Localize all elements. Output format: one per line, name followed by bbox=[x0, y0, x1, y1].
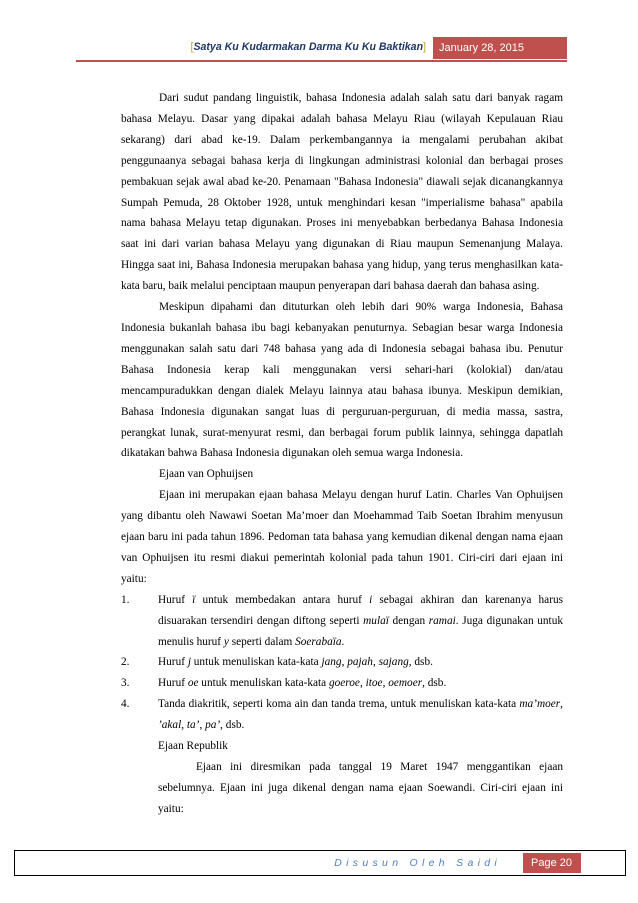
header-title-text: Satya Ku Kudarmakan Darma Ku Ku Baktikan bbox=[193, 41, 424, 53]
list-number: 2. bbox=[121, 656, 130, 669]
subheading-van-ophuijsen: Ejaan van Ophuijsen bbox=[159, 468, 254, 481]
header-bracket-open: [ bbox=[190, 41, 194, 53]
subheading-ejaan-republik: Ejaan Republik bbox=[158, 740, 228, 753]
page-header bbox=[0, 37, 638, 61]
list-number: 3. bbox=[121, 677, 130, 690]
page-footer bbox=[14, 850, 626, 876]
header-date: January 28, 2015 bbox=[433, 37, 567, 59]
footer-page-number: Page 20 bbox=[523, 853, 581, 873]
list-item: 3. Huruf oe untuk menuliskan kata-kata goeroe, itoe, oemoer, dsb. bbox=[121, 673, 563, 694]
paragraph-1: Dari sudut pandang linguistik, bahasa Indonesia adalah salah satu dari banyak ragam bahasa Melayu. Dasar yang dipakai adalah bahasa Melayu Riau (wilayah Kepulauan Riau sekarang) dari abad ke-19. Dalam perkembangannya ia mengalami perubahan akibat penggunaanya sebagai bahasa kerja di lingkungan administrasi kolonial dan berbagai proses pembakuan sejak awal abad ke-20. Penamaan "Bahasa Indonesia" diawali sejak dicanangkannya Sumpah Pemuda, 28 Oktober 1928, untuk menghindari kesan "imperialisme bahasa" apabila nama bahasa Melayu tetap digunakan. Proses ini menyebabkan berbedanya Bahasa Indonesia saat ini dari varian bahasa Melayu yang digunakan di Riau maupun Semenanjung Malaya. Hingga saat ini, Bahasa Indonesia merupakan bahasa yang hidup, yang terus menghasilkan kata-kata baru, baik melalui penciptaan maupun penyerapan dari bahasa daerah dan bahasa asing. bbox=[121, 92, 563, 293]
document-body bbox=[121, 88, 563, 820]
list-number: 4. bbox=[121, 698, 130, 711]
paragraph-4: Ejaan ini diresmikan pada tanggal 19 Maret 1947 menggantikan ejaan sebelumnya. Ejaan ini juga dikenal dengan nama ejaan Soewandi. Ciri-ciri ejaan ini yaitu: bbox=[158, 761, 563, 815]
list-item: 1. Huruf ï untuk membedakan antara huruf i sebagai akhiran dan karenanya harus disuarakan tersendiri dengan diftong seperti mulaï dengan ramai. Juga digunakan untuk menulis huruf y seperti dalam Soerabaïa. bbox=[121, 590, 563, 653]
footer-author: Disusun Oleh Saidi bbox=[334, 857, 501, 869]
header-rule bbox=[76, 60, 567, 62]
paragraph-2: Meskipun dipahami dan dituturkan oleh lebih dari 90% warga Indonesia, Bahasa Indonesia bukanlah bahasa ibu bagi kebanyakan penuturnya. Sebagian besar warga Indonesia menggunakan salah satu dari 748 bahasa yang ada di Indonesia sebagai bahasa ibu. Penutur Bahasa Indonesia kerap kali menggunakan versi sehari-hari (kolokial) dan/atau mencampuradukkan dengan dialek Melayu lainnya atau bahasa ibunya. Meskipun demikian, Bahasa Indonesia digunakan sangat luas di perguruan-perguruan, di media massa, sastra, perangkat lunak, surat-menyurat resmi, dan berbagai forum publik lainnya, sehingga dapatlah dikatakan bahwa Bahasa Indonesia digunakan oleh semua warga Indonesia. bbox=[121, 301, 563, 460]
list-item: 4. Tanda diakritik, seperti koma ain dan tanda trema, untuk menuliskan kata-kata ma’moer, ’akal, ta’, pa’, dsb. bbox=[121, 694, 563, 736]
paragraph-3: Ejaan ini merupakan ejaan bahasa Melayu dengan huruf Latin. Charles Van Ophuijsen yang dibantu oleh Nawawi Soetan Ma’moer dan Moehammad Taib Soetan Ibrahim menyusun ejaan baru ini pada tahun 1896. Pedoman tata bahasa yang kemudian dikenal dengan nama ejaan van Ophuijsen itu resmi diakui pemerintah kolonial pada tahun 1901. Ciri-ciri dari ejaan ini yaitu: bbox=[121, 489, 563, 585]
header-title bbox=[190, 41, 426, 53]
ophuijsen-list bbox=[121, 590, 563, 736]
list-item: 2. Huruf j untuk menuliskan kata-kata jang, pajah, sajang, dsb. bbox=[121, 652, 563, 673]
list-number: 1. bbox=[121, 593, 130, 606]
header-bracket-close: ] bbox=[423, 41, 426, 53]
